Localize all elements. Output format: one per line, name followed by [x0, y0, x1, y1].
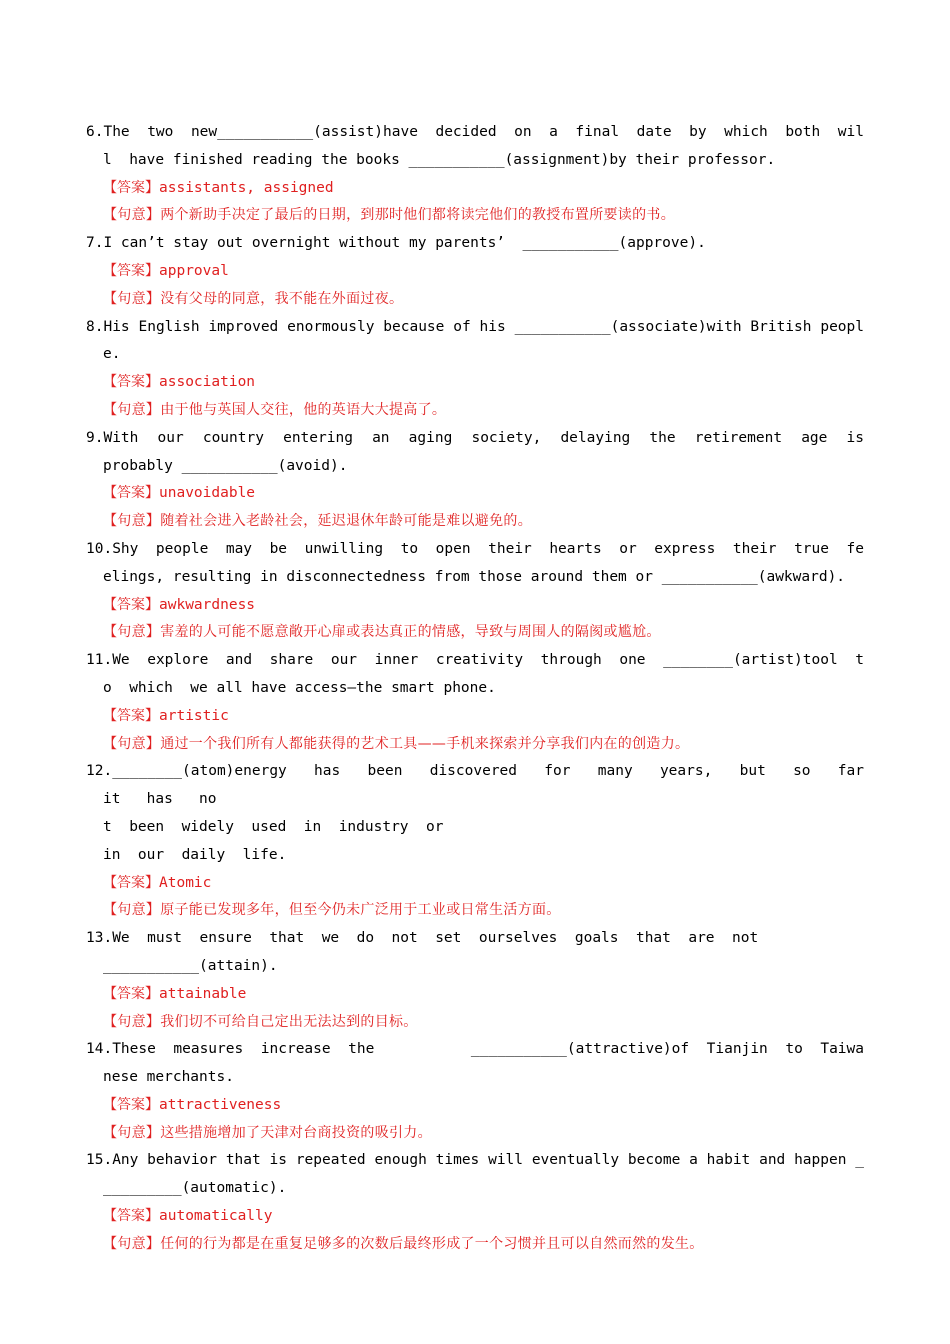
answer-text: automatically — [159, 1208, 273, 1225]
meaning-text: 原子能已发现多年，但至今仍未广泛用于工业或日常生活方面。 — [160, 902, 561, 919]
answer-text: unavoidable — [159, 485, 256, 502]
answer-text: attainable — [159, 985, 247, 1002]
answer-text: attractiveness — [159, 1096, 282, 1113]
answer-text: approval — [159, 262, 229, 279]
exercise-item — [86, 1147, 864, 1258]
meaning-line — [86, 1009, 864, 1037]
exercise-item — [86, 758, 864, 925]
meaning-tag: 【句意】 — [103, 1013, 161, 1030]
meaning-line — [86, 619, 864, 647]
answer-text: assistants, assigned — [159, 179, 334, 196]
answer-tag: 【答案】 — [103, 874, 159, 891]
question-text: 8.His English improved enormously because of his ___________(associate)with British people. — [86, 318, 864, 363]
exercise-item — [86, 536, 864, 647]
exercise-item — [86, 230, 864, 313]
exercise-item — [86, 119, 864, 230]
answer-line — [86, 703, 864, 731]
question-text: 6.The two new___________(assist)have decided on a final date by which both will have finished reading the books ___________(assignment)by their professor. — [86, 124, 864, 168]
question-text: 10.Shy people may be unwilling to open their hearts or express their true feelings, resulting in disconnectedness from those around them or ___________(awkward). — [86, 540, 864, 585]
meaning-tag: 【句意】 — [103, 207, 161, 224]
answer-line — [86, 175, 864, 203]
meaning-text: 没有父母的同意，我不能在外面过夜。 — [160, 290, 404, 307]
meaning-tag: 【句意】 — [103, 1124, 161, 1141]
meaning-tag: 【句意】 — [103, 735, 161, 752]
answer-tag: 【答案】 — [103, 262, 159, 279]
meaning-line — [86, 508, 864, 536]
answer-text: Atomic — [159, 874, 212, 891]
meaning-tag: 【句意】 — [103, 290, 161, 307]
meaning-text: 通过一个我们所有人都能获得的艺术工具——手机来探索并分享我们内在的创造力。 — [160, 735, 690, 752]
answer-text: artistic — [159, 707, 229, 724]
meaning-text: 这些措施增加了天津对台商投资的吸引力。 — [160, 1124, 432, 1141]
answer-line — [86, 480, 864, 508]
meaning-tag: 【句意】 — [103, 624, 161, 641]
meaning-tag: 【句意】 — [103, 902, 161, 919]
meaning-tag: 【句意】 — [103, 1235, 161, 1252]
meaning-line — [86, 731, 864, 759]
meaning-line — [86, 286, 864, 314]
answer-line — [86, 981, 864, 1009]
answer-line — [86, 1203, 864, 1231]
meaning-line — [86, 897, 864, 925]
exercise-item — [86, 925, 864, 1036]
answer-tag: 【答案】 — [103, 485, 159, 502]
meaning-text: 害羞的人可能不愿意敞开心扉或表达真正的情感，导致与周围人的隔阂或尴尬。 — [160, 624, 661, 641]
meaning-tag: 【句意】 — [103, 513, 161, 530]
meaning-line — [86, 1231, 864, 1259]
answer-line — [86, 592, 864, 620]
meaning-text: 任何的行为都是在重复足够多的次数后最终形成了一个习惯并且可以自然而然的发生。 — [160, 1235, 704, 1252]
meaning-text: 随着社会进入老龄社会，延迟退休年龄可能是难以避免的。 — [160, 513, 533, 530]
question-text: 12.________(atom)energy has been discovered for many years, but so far it has no t been widely used in industry or in our daily life. — [86, 763, 864, 863]
question-text: 15.Any behavior that is repeated enough times will eventually become a habit and happen __________(automatic). — [86, 1152, 864, 1197]
answer-tag: 【答案】 — [103, 1208, 159, 1225]
answer-tag: 【答案】 — [103, 596, 159, 613]
answer-line — [86, 258, 864, 286]
answer-text: awkwardness — [159, 596, 256, 613]
answer-tag: 【答案】 — [103, 985, 159, 1002]
meaning-tag: 【句意】 — [103, 401, 161, 418]
exercise-item — [86, 314, 864, 425]
question-text: 13.We must ensure that we do not set ourselves goals that are not ___________(attain). — [86, 930, 759, 974]
exercise-item — [86, 425, 882, 536]
answer-tag: 【答案】 — [103, 1096, 159, 1113]
answer-tag: 【答案】 — [103, 374, 159, 391]
exercise-list — [86, 119, 882, 1259]
meaning-line — [86, 202, 864, 230]
exercise-item — [86, 1036, 864, 1147]
meaning-text: 由于他与英国人交往，他的英语大大提高了。 — [160, 401, 447, 418]
answer-line — [86, 870, 864, 898]
answer-tag: 【答案】 — [103, 707, 159, 724]
question-text: 9.With our country entering an aging society, delaying the retirement age is probably ___________(avoid). — [86, 429, 882, 474]
meaning-line — [86, 397, 864, 425]
answer-text: association — [159, 374, 256, 391]
question-text: 7.I can’t stay out overnight without my parents’ ___________(approve). — [86, 235, 706, 252]
question-text: 11.We explore and share our inner creativity through one ________(artist)tool to which we all have access—the smart phone. — [86, 652, 864, 696]
meaning-text: 两个新助手决定了最后的日期，到那时他们都将读完他们的教授布置所要读的书。 — [160, 207, 676, 224]
answer-line — [86, 1092, 864, 1120]
meaning-text: 我们切不可给自己定出无法达到的目标。 — [160, 1013, 418, 1030]
answer-tag: 【答案】 — [103, 179, 159, 196]
answer-line — [86, 369, 864, 397]
exercise-item — [86, 647, 864, 758]
meaning-line — [86, 1120, 864, 1148]
question-text: 14.These measures increase the ___________(attractive)of Tianjin to Taiwanese merchants. — [86, 1041, 864, 1086]
